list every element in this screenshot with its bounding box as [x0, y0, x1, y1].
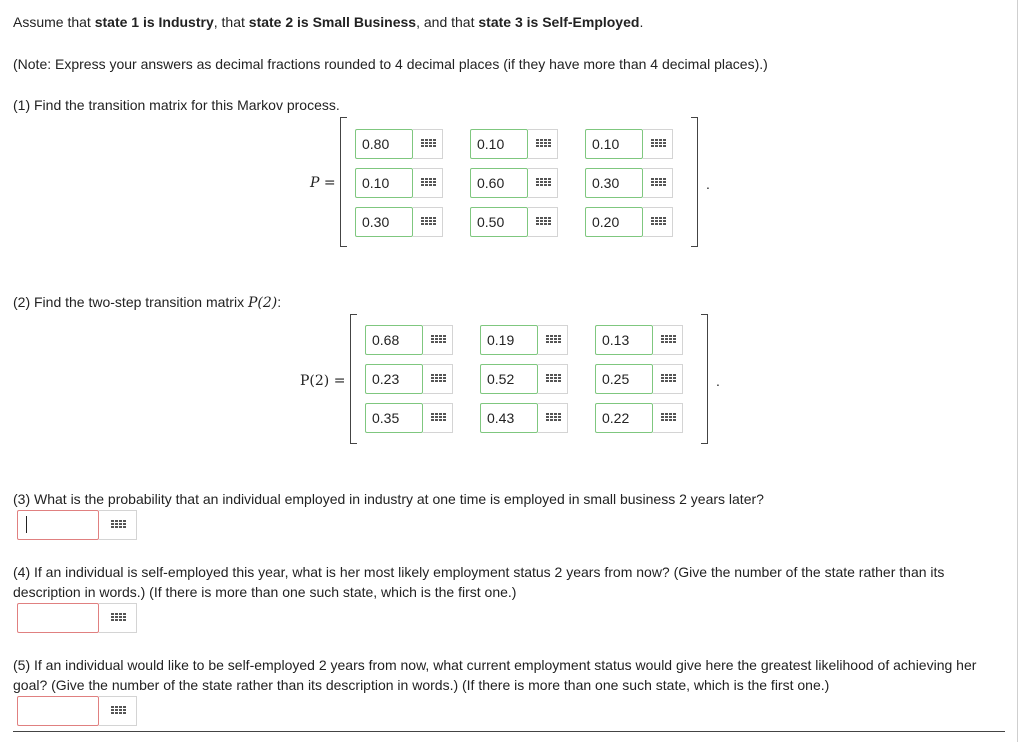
matrix-cell — [355, 168, 443, 198]
keypad-grid-icon — [536, 139, 550, 149]
q3-answer-input[interactable] — [17, 510, 99, 540]
matrix-cell — [365, 364, 453, 394]
matrix-entry-input[interactable]: 0.30 — [355, 207, 413, 237]
q2-text — [13, 292, 281, 313]
q5-answer — [17, 696, 137, 726]
q5-answer-input[interactable] — [17, 696, 99, 726]
q5-text: (5) If an individual would like to be self-employed 2 years from now, what current employment status would give here the greatest likelihood of achieving her goal? (Give the number of the state rather than its description in words.) (If there is more than one such state, which is the first one.) — [13, 657, 977, 693]
matrix-cell — [595, 325, 683, 355]
intro-prefix: Assume that — [13, 14, 95, 30]
keypad-button[interactable] — [643, 168, 673, 198]
intro-text — [13, 12, 643, 32]
keypad-button[interactable] — [653, 364, 683, 394]
keypad-grid-icon — [661, 374, 675, 384]
q3-text: (3) What is the probability that an individual employed in industry at one time is employed in small business 2 years later? — [13, 491, 764, 507]
matrix-cell — [585, 207, 673, 237]
matrix-cell — [585, 129, 673, 159]
q4-answer — [17, 603, 137, 633]
keypad-button[interactable] — [538, 325, 568, 355]
matrix-entry-input[interactable]: 0.52 — [480, 364, 538, 394]
q4-keypad-button[interactable] — [99, 603, 137, 633]
keypad-grid-icon — [651, 178, 665, 188]
keypad-grid-icon — [421, 178, 435, 188]
q2-text-math: P(2) — [247, 295, 278, 311]
state-1-def: state 1 is Industry — [94, 14, 214, 30]
keypad-grid-icon — [661, 413, 675, 423]
keypad-button[interactable] — [413, 129, 443, 159]
q4-answer-input[interactable] — [17, 603, 99, 633]
matrix-entry-input[interactable]: 0.13 — [595, 325, 653, 355]
keypad-button[interactable] — [643, 207, 673, 237]
matrix-p-label: P = — [310, 175, 336, 191]
keypad-button[interactable] — [423, 364, 453, 394]
matrix-entry-input[interactable]: 0.43 — [480, 403, 538, 433]
keypad-button[interactable] — [413, 168, 443, 198]
q2-text-prefix: (2) Find the two-step transition matrix — [13, 294, 248, 310]
matrix-cell — [480, 403, 568, 433]
matrix-cell — [585, 168, 673, 198]
matrix-cell — [355, 207, 443, 237]
matrix-entry-input[interactable]: 0.80 — [355, 129, 413, 159]
keypad-button[interactable] — [423, 325, 453, 355]
matrix-p-right-bracket — [691, 117, 698, 247]
keypad-button[interactable] — [528, 129, 558, 159]
keypad-button[interactable] — [528, 207, 558, 237]
matrix-cell — [595, 403, 683, 433]
matrix-p2-period: . — [716, 373, 720, 389]
keypad-grid-icon — [546, 413, 560, 423]
keypad-grid-icon — [111, 613, 125, 623]
matrix-entry-input[interactable]: 0.68 — [365, 325, 423, 355]
keypad-grid-icon — [546, 335, 560, 345]
matrix-cell — [470, 207, 558, 237]
keypad-grid-icon — [421, 139, 435, 149]
matrix-cell — [470, 168, 558, 198]
matrix-entry-input[interactable]: 0.30 — [585, 168, 643, 198]
bottom-divider — [13, 731, 1005, 732]
matrix-entry-input[interactable]: 0.25 — [595, 364, 653, 394]
keypad-button[interactable] — [528, 168, 558, 198]
matrix-entry-input[interactable]: 0.23 — [365, 364, 423, 394]
keypad-grid-icon — [546, 374, 560, 384]
state-2-def: state 2 is Small Business — [248, 14, 417, 30]
keypad-grid-icon — [536, 217, 550, 227]
keypad-grid-icon — [661, 335, 675, 345]
state-3-def: state 3 is Self-Employed — [478, 14, 640, 30]
matrix-cell — [355, 129, 443, 159]
q5-keypad-button[interactable] — [99, 696, 137, 726]
q2-text-suffix: : — [277, 294, 282, 310]
matrix-cell — [480, 364, 568, 394]
matrix-cell — [365, 325, 453, 355]
keypad-button[interactable] — [653, 403, 683, 433]
matrix-entry-input[interactable]: 0.50 — [470, 207, 528, 237]
matrix-p2-left-bracket — [350, 314, 357, 444]
matrix-entry-input[interactable]: 0.60 — [470, 168, 528, 198]
keypad-grid-icon — [431, 335, 445, 345]
matrix-entry-input[interactable]: 0.10 — [470, 129, 528, 159]
keypad-grid-icon — [651, 217, 665, 227]
q4-text: (4) If an individual is self-employed this year, what is her most likely employment status 2 years from now? (Give the number of the state rather than its description in words.) (If there is more than one such state, which is the first one.) — [13, 564, 945, 600]
matrix-entry-input[interactable]: 0.20 — [585, 207, 643, 237]
matrix-entry-input[interactable]: 0.10 — [355, 168, 413, 198]
keypad-grid-icon — [651, 139, 665, 149]
intro-sep-2: , and that — [416, 14, 479, 30]
keypad-button[interactable] — [643, 129, 673, 159]
matrix-p-left-bracket — [340, 117, 347, 247]
q3-keypad-button[interactable] — [99, 510, 137, 540]
matrix-entry-input[interactable]: 0.22 — [595, 403, 653, 433]
keypad-grid-icon — [536, 178, 550, 188]
keypad-button[interactable] — [538, 364, 568, 394]
matrix-p2-label: P(2) = — [300, 373, 346, 389]
matrix-entry-input[interactable]: 0.19 — [480, 325, 538, 355]
intro-suffix: . — [639, 14, 644, 30]
matrix-cell — [365, 403, 453, 433]
keypad-grid-icon — [111, 520, 125, 530]
keypad-grid-icon — [431, 413, 445, 423]
keypad-button[interactable] — [423, 403, 453, 433]
keypad-grid-icon — [431, 374, 445, 384]
note-text: (Note: Express your answers as decimal fractions rounded to 4 decimal places (if they have more than 4 decimal places).) — [13, 56, 768, 72]
q1-text: (1) Find the transition matrix for this Markov process. — [13, 97, 340, 113]
matrix-entry-input[interactable]: 0.35 — [365, 403, 423, 433]
keypad-button[interactable] — [413, 207, 443, 237]
text-caret — [26, 516, 27, 533]
matrix-cell — [470, 129, 558, 159]
intro-sep-1: , that — [213, 14, 249, 30]
keypad-grid-icon — [111, 706, 125, 716]
matrix-entry-input[interactable]: 0.10 — [585, 129, 643, 159]
keypad-grid-icon — [421, 217, 435, 227]
keypad-button[interactable] — [653, 325, 683, 355]
q3-answer — [17, 510, 137, 540]
equals: = — [323, 175, 336, 191]
matrix-cell — [480, 325, 568, 355]
matrix-cell — [595, 364, 683, 394]
matrix-p-period: . — [706, 176, 710, 192]
matrix-p2-right-bracket — [701, 314, 708, 444]
keypad-button[interactable] — [538, 403, 568, 433]
